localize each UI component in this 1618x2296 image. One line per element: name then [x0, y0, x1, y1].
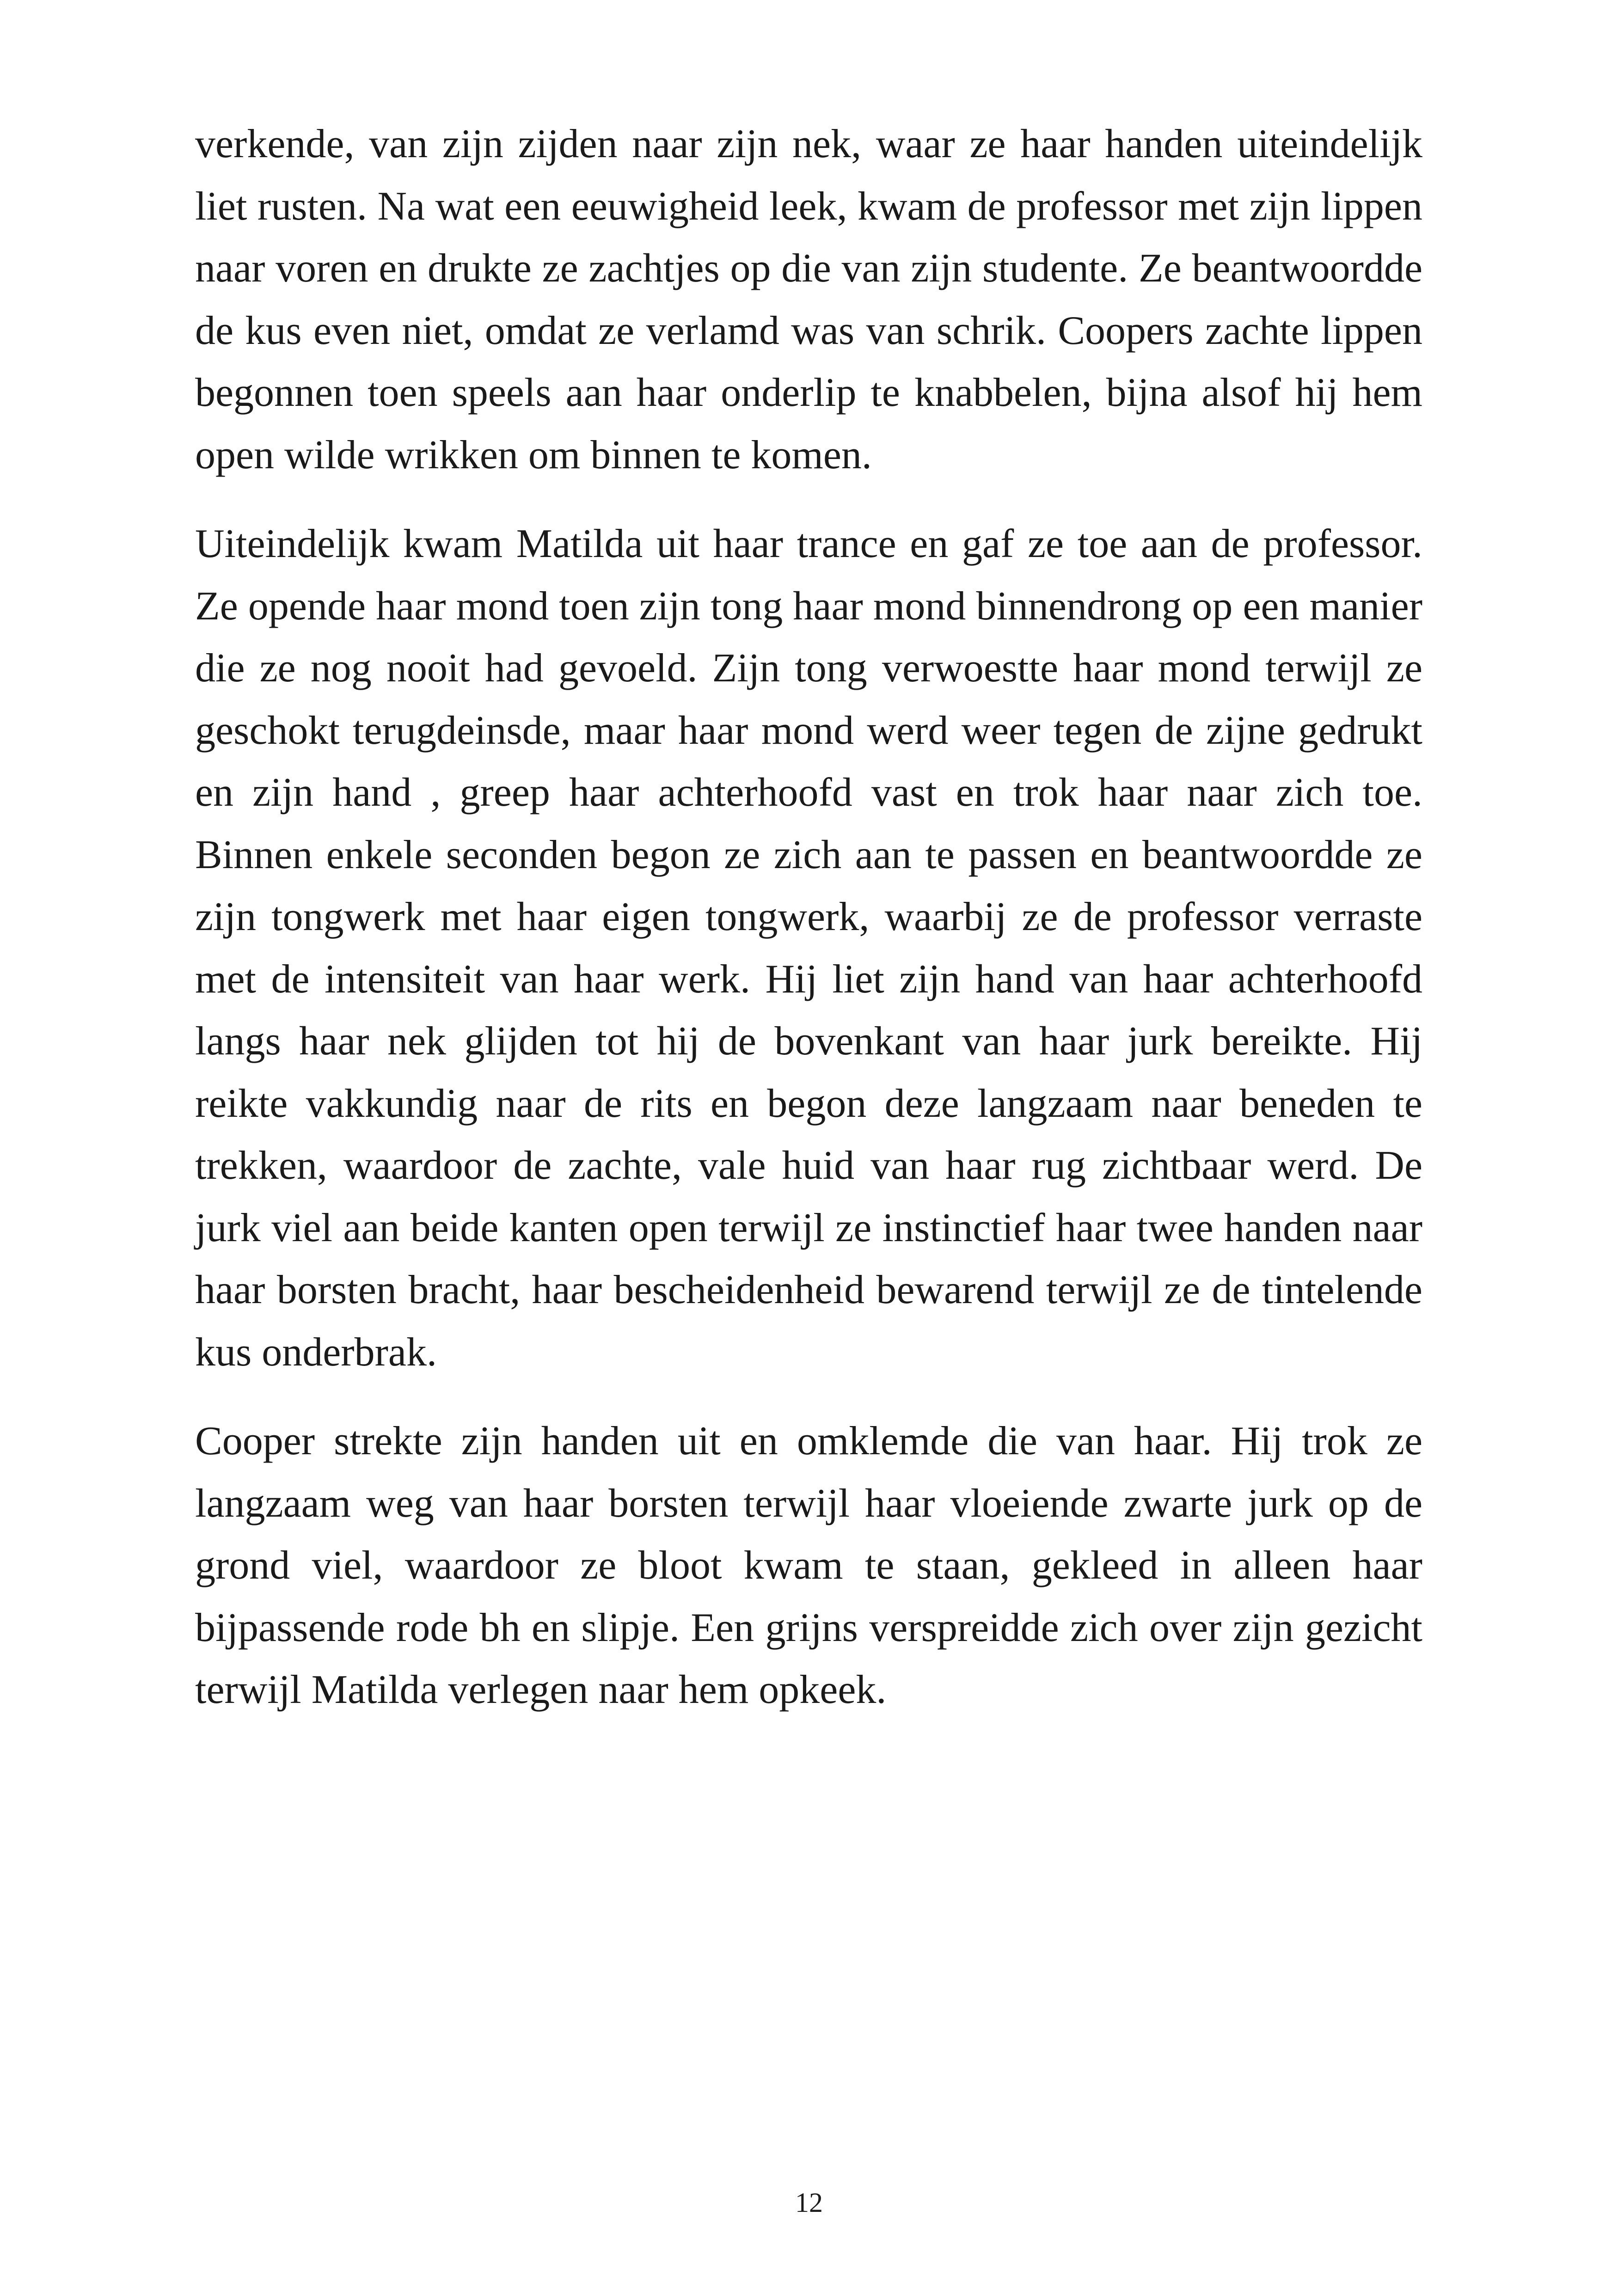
page-number: 12 [795, 2187, 823, 2218]
body-text [195, 113, 1422, 1721]
paragraph-3: Cooper strekte zijn handen uit en omklemde die van haar. Hij trok ze langzaam weg van haar borsten terwijl haar vloeiende zwarte jurk op de grond viel, waardoor ze bloot kwam te staan, gekleed in alleen haar bijpassende rode bh en slipje. Een grijns verspreidde zich over zijn gezicht terwijl Matilda verlegen naar hem opkeek. [195, 1419, 1422, 1712]
paragraph-2: Uiteindelijk kwam Matilda uit haar trance en gaf ze toe aan de professor. Ze opende haar mond toen zijn tong haar mond binnendrong op een manier die ze nog nooit had gevoeld. Zijn tong verwoestte haar mond terwijl ze geschokt terugdeinsde, maar haar mond werd weer tegen de zijne gedrukt en zijn hand , greep haar achterhoofd vast en trok haar naar zich toe. Binnen enkele seconden begon ze zich aan te passen en beantwoordde ze zijn tongwerk met haar eigen tongwerk, waarbij ze de professor verraste met de intensiteit van haar werk. Hij liet zijn hand van haar achterhoofd langs haar nek glijden tot hij de bovenkant van haar jurk bereikte. Hij reikte vakkundig naar de rits en begon deze langzaam naar beneden te trekken, waardoor de zachte, vale huid van haar rug zichtbaar werd. De jurk viel aan beide kanten open terwijl ze instinctief haar twee handen naar haar borsten bracht, haar bescheidenheid bewarend terwijl ze de tintelende kus onderbrak. [195, 521, 1422, 1375]
paragraph-1: verkende, van zijn zijden naar zijn nek, waar ze haar handen uiteindelijk liet rusten. Na wat een eeuwigheid leek, kwam de professor met zijn lippen naar voren en drukte ze zachtjes op die van zijn studente. Ze beantwoordde de kus even niet, omdat ze verlamd was van schrik. Coopers zachte lippen begonnen toen speels aan haar onderlip te knabbelen, bijna alsof hij hem open wilde wrikken om binnen te komen. [195, 122, 1422, 478]
